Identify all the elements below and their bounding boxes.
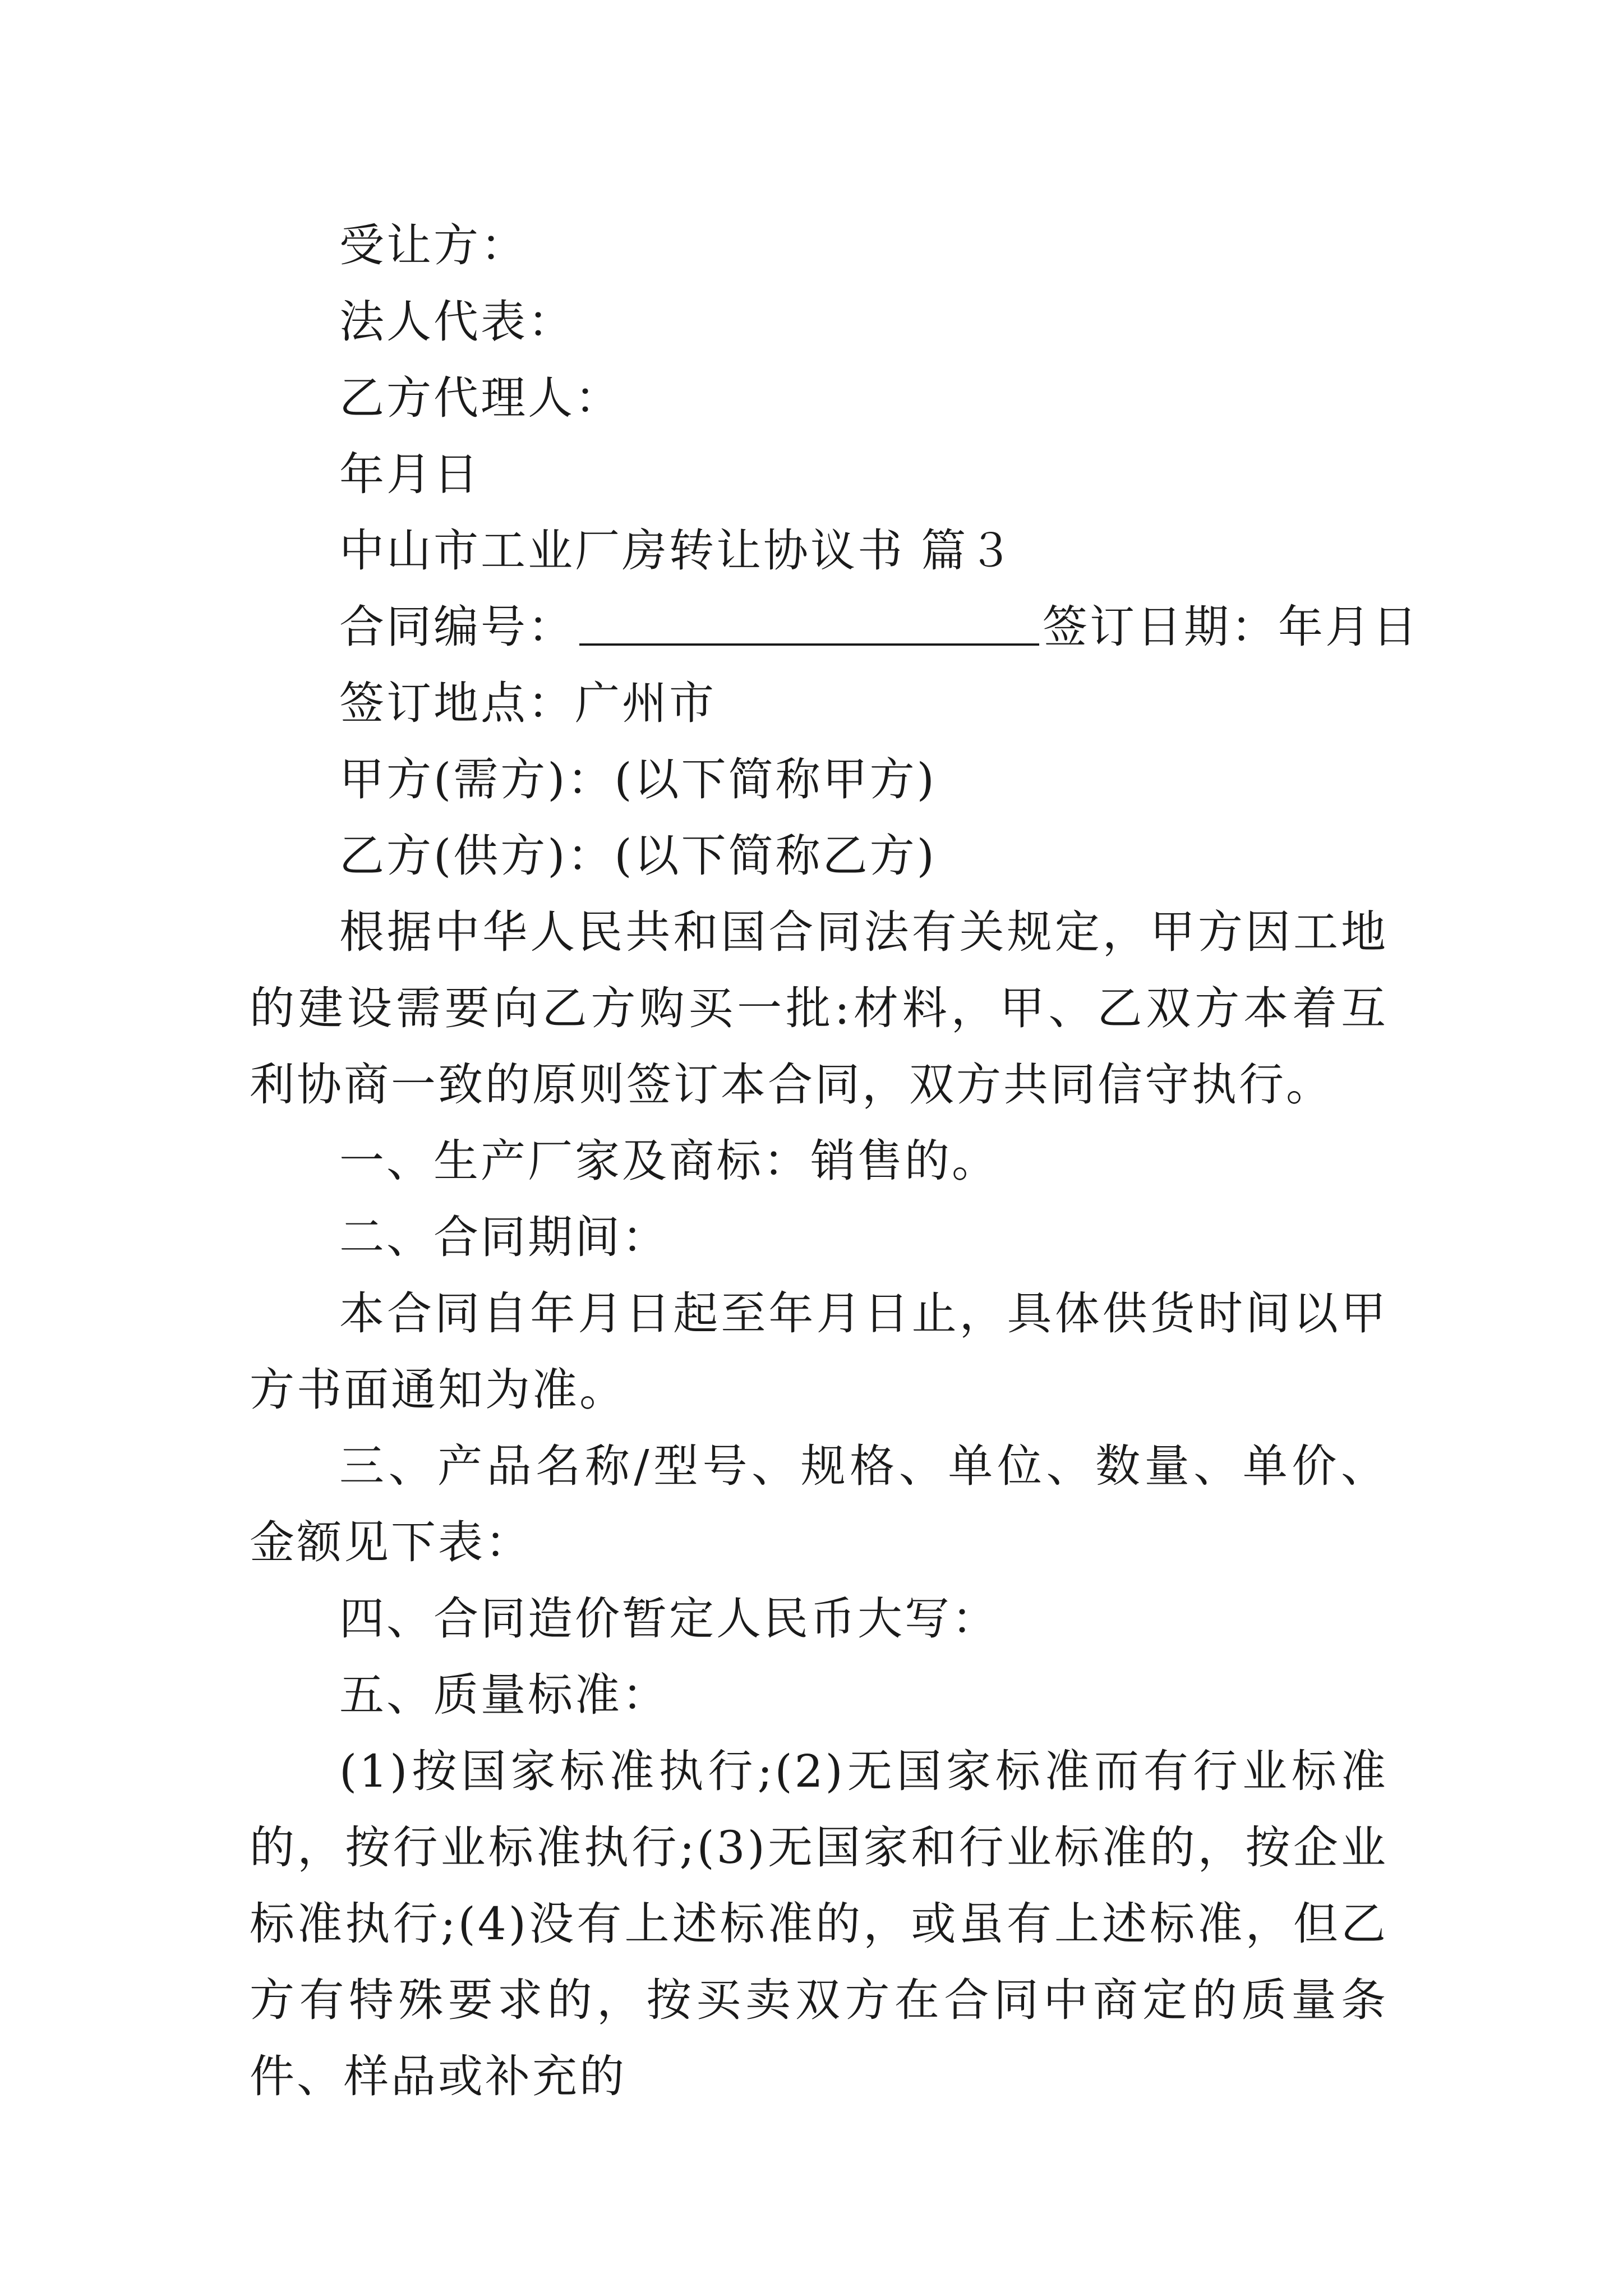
sign-date-text: 签订日期：年月日 <box>1043 601 1419 653</box>
contract-number-label: 合同编号： <box>339 601 575 653</box>
party-a-line: 甲方(需方)：(以下简称甲方) <box>339 753 937 806</box>
item-3-paragraph: 三、产品名称/型号、规格、单位、数量、单价、金额见下表： <box>250 1440 1388 1568</box>
item-1-heading: 一、生产厂家及商标：销售的。 <box>339 1135 999 1187</box>
date-line: 年月日 <box>339 448 481 500</box>
sign-place-line: 签订地点：广州市 <box>339 677 716 729</box>
item-5-paragraph: (1)按国家标准执行;(2)无国家标准而有行业标准的，按行业标准执行;(3)无国家和行业标准的，按企业标准执行;(4)没有上述标准的，或虽有上述标准，但乙方有特殊要求的，按买卖双方在合同中商定的质量条件、样品或补充的 <box>250 1745 1388 2102</box>
section-title: 中山市工业厂房转让协议书 篇３ <box>339 524 1016 577</box>
party-b-line: 乙方(供方)：(以下简称乙方) <box>339 830 937 882</box>
item-2-heading: 二、合同期间： <box>339 1211 669 1263</box>
legal-rep-line: 法人代表： <box>339 296 575 348</box>
contract-number-blank <box>579 604 1039 646</box>
item-5-heading: 五、质量标准： <box>339 1669 669 1721</box>
transferee-line: 受让方： <box>339 219 528 272</box>
item-4-heading: 四、合同造价暂定人民币大写： <box>339 1593 999 1645</box>
party-b-agent-line: 乙方代理人： <box>339 372 622 424</box>
item-2-paragraph: 本合同自年月日起至年月日止，具体供货时间以甲方书面通知为准。 <box>250 1287 1388 1416</box>
document-body <box>250 208 1419 2115</box>
intro-paragraph: 根据中华人民共和国合同法有关规定，甲方因工地的建设需要向乙方购买一批:材料，甲、乙双方本着互利协商一致的原则签订本合同，双方共同信守执行。 <box>250 906 1388 1111</box>
contract-number-line <box>250 589 1419 665</box>
